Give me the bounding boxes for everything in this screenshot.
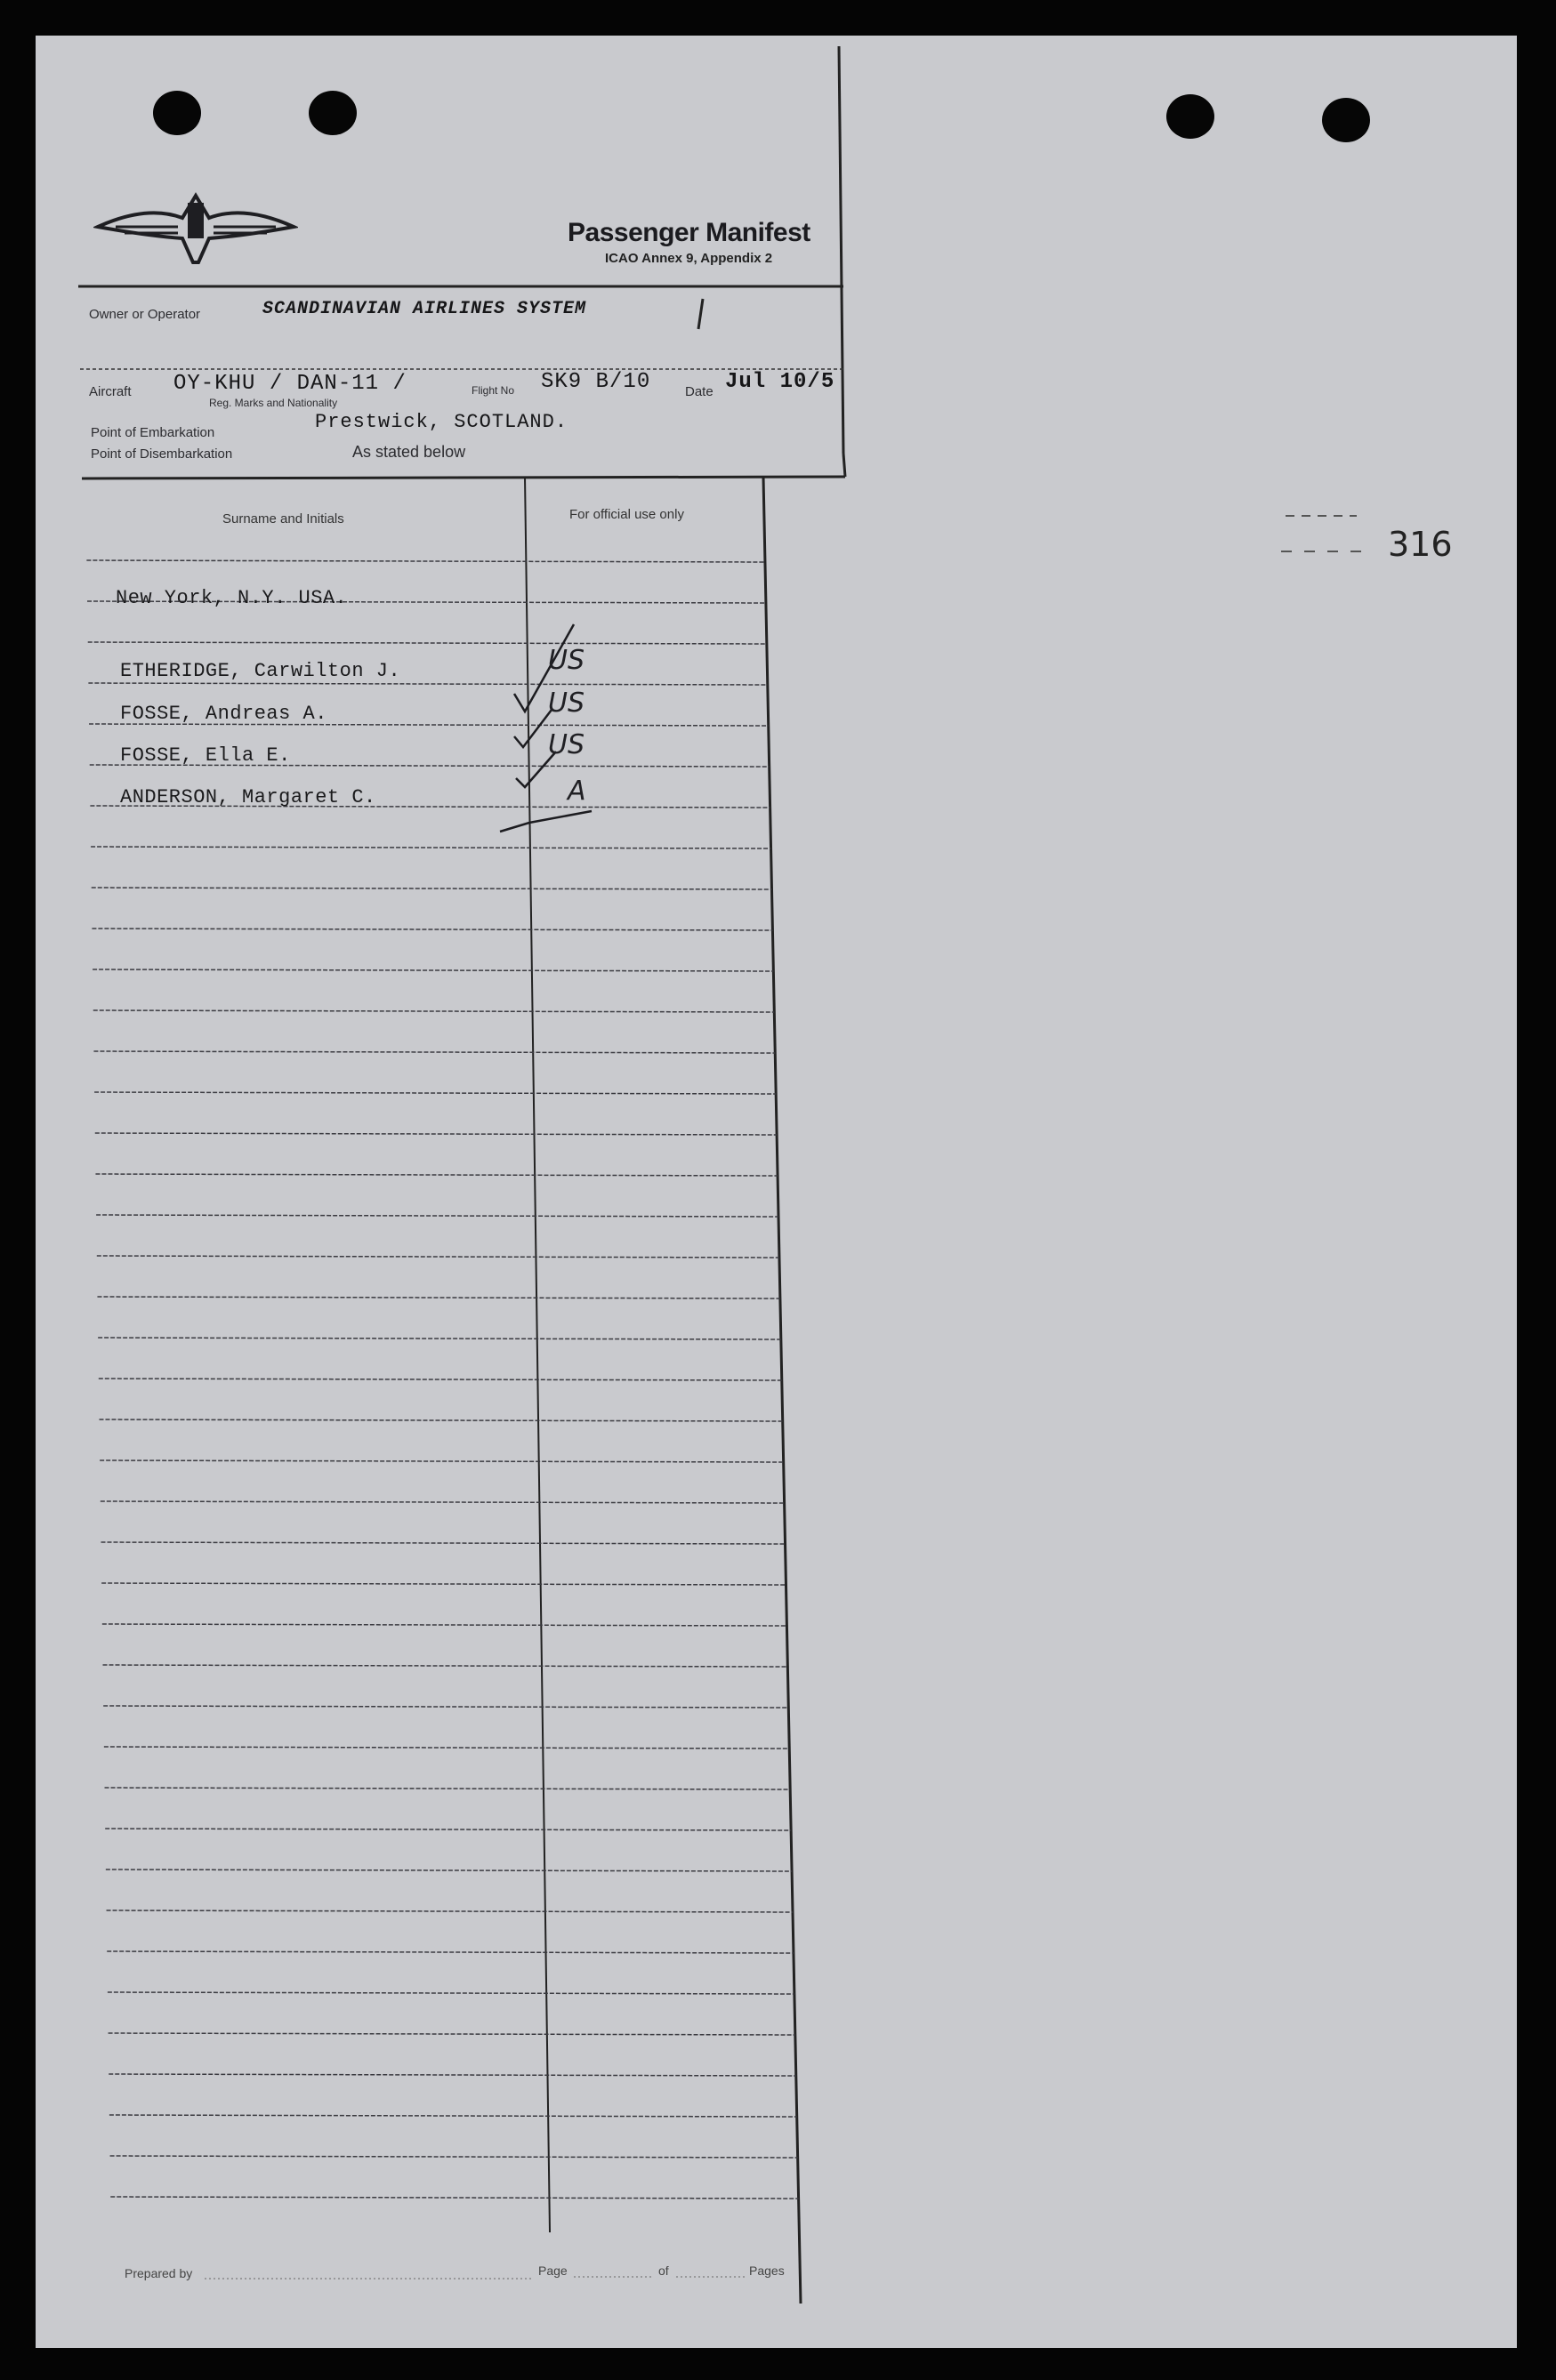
row-rule	[93, 969, 773, 971]
row-lines	[36, 36, 1517, 2348]
row-rule	[94, 1092, 776, 1094]
embarkation-value: Prestwick, SCOTLAND.	[315, 411, 568, 433]
official-mark: US	[548, 645, 585, 676]
row-rule	[107, 1951, 794, 1953]
row-rule	[105, 1829, 791, 1830]
row-rule	[97, 1297, 779, 1299]
row-rule	[108, 1992, 794, 1994]
official-column-header: For official use only	[569, 507, 684, 522]
row-rule	[110, 2156, 798, 2158]
row-rule	[103, 1706, 788, 1708]
aircraft-note: Reg. Marks and Nationality	[209, 397, 338, 409]
embarkation-label: Point of Embarkation	[91, 425, 215, 440]
row-rule	[105, 1788, 791, 1789]
row-rule	[99, 1379, 782, 1380]
row-rule	[101, 1501, 785, 1503]
row-rule	[103, 1665, 788, 1667]
row-rule	[92, 929, 772, 930]
destination-entry: New York, N.Y. USA.	[116, 587, 348, 609]
row-rule	[107, 1910, 793, 1912]
flight-label: Flight No	[472, 384, 515, 397]
passenger-name: ETHERIDGE, Carwilton J.	[120, 660, 401, 682]
row-rule	[93, 1051, 775, 1053]
passenger-name: ANDERSON, Margaret C.	[120, 786, 376, 808]
page-label: Page	[538, 2263, 568, 2278]
date-label: Date	[685, 384, 714, 399]
row-rule	[86, 560, 765, 562]
row-rule	[109, 2115, 797, 2117]
row-rule	[97, 1256, 779, 1258]
row-rule	[106, 1869, 792, 1871]
row-rule	[110, 2197, 798, 2199]
official-mark: US	[548, 687, 585, 719]
of-label: of	[658, 2263, 669, 2278]
row-rule	[100, 1460, 783, 1462]
stamp-number: 316	[1388, 525, 1453, 564]
passenger-name: FOSSE, Ella E.	[120, 744, 291, 767]
passenger-name: FOSSE, Andreas A.	[120, 703, 327, 725]
row-rule	[102, 1624, 787, 1626]
aircraft-label: Aircraft	[89, 384, 132, 399]
pages-label: Pages	[749, 2263, 785, 2278]
row-rule	[93, 1010, 775, 1012]
row-rule	[91, 847, 770, 848]
aircraft-value: OY-KHU / DAN-11 /	[173, 372, 407, 396]
owner-value: SCANDINAVIAN AIRLINES SYSTEM	[262, 299, 587, 319]
row-rule	[101, 1583, 786, 1585]
row-rule	[96, 1215, 778, 1217]
row-rule	[95, 1133, 777, 1135]
disembarkation-value: As stated below	[352, 443, 466, 461]
row-rule	[99, 1419, 782, 1421]
flight-value: SK9 B/10	[541, 370, 651, 394]
footer-dotted-lines	[36, 2266, 836, 2293]
row-rule	[98, 1338, 781, 1339]
date-value: Jul 10/5	[725, 370, 835, 394]
prepared-by-label: Prepared by	[125, 2266, 193, 2280]
manifest-sheet	[36, 36, 1517, 2348]
official-mark: US	[548, 729, 585, 760]
stamp-dashes	[1277, 503, 1383, 565]
row-rule	[95, 1174, 778, 1176]
surname-column-header: Surname and Initials	[222, 511, 344, 527]
owner-label: Owner or Operator	[89, 307, 201, 322]
form-title: Passenger Manifest	[568, 218, 810, 247]
row-rule	[92, 888, 772, 889]
disembarkation-label: Point of Disembarkation	[91, 446, 233, 462]
row-rule	[109, 2033, 795, 2035]
row-rule	[104, 1747, 789, 1749]
form-subtitle: ICAO Annex 9, Appendix 2	[605, 251, 773, 266]
row-rule	[109, 2074, 795, 2076]
official-mark: A	[568, 776, 586, 807]
row-rule	[101, 1542, 785, 1544]
